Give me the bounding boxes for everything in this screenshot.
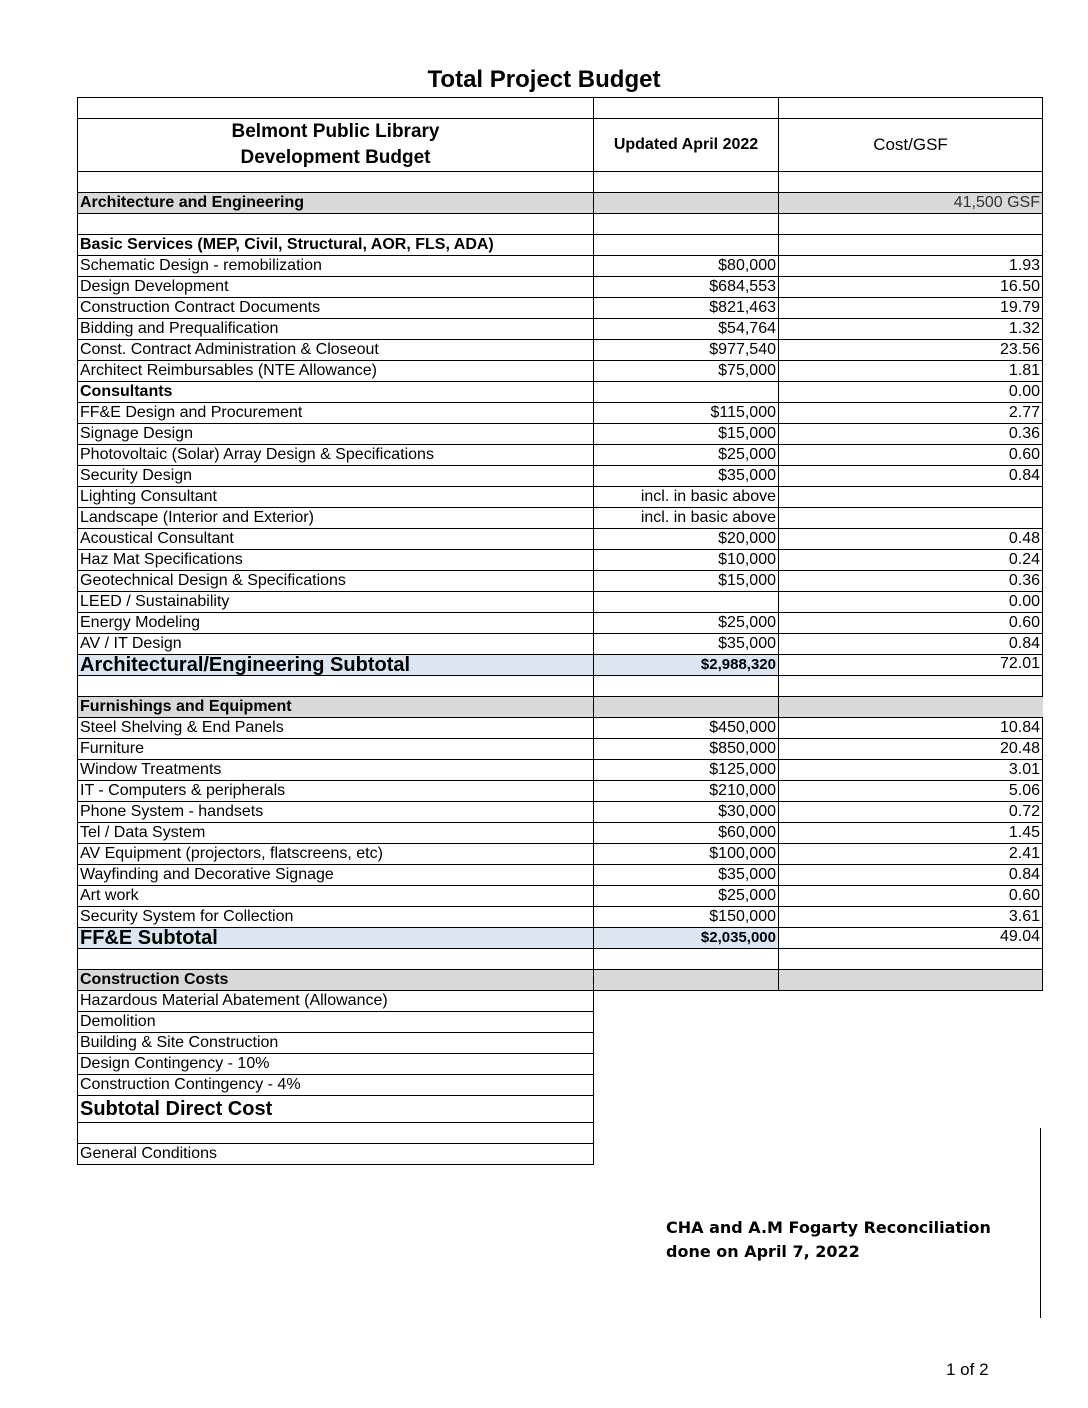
line-item-cost-gsf: 0.84 bbox=[779, 865, 1043, 886]
project-title-line-1: Belmont Public Library bbox=[231, 121, 440, 142]
blank-cell bbox=[594, 214, 779, 235]
line-item-label: AV / IT Design bbox=[78, 634, 594, 655]
subhead-row bbox=[78, 235, 1043, 256]
line-item-cost-gsf: 0.60 bbox=[779, 445, 1043, 466]
line-item-cost-gsf: 23.56 bbox=[779, 340, 1043, 361]
line-item-cost: $54,764 bbox=[594, 319, 779, 340]
line-item-cost-gsf: 2.41 bbox=[779, 844, 1043, 865]
line-item-cost: $35,000 bbox=[594, 865, 779, 886]
blank-cell bbox=[78, 214, 594, 235]
line-item-label: Acoustical Consultant bbox=[78, 529, 594, 550]
table-row bbox=[78, 466, 1043, 487]
spacer-row bbox=[78, 214, 1043, 235]
line-item-cost-gsf: 0.24 bbox=[779, 550, 1043, 571]
line-item-label: Demolition bbox=[78, 1012, 594, 1033]
line-item-cost: $850,000 bbox=[594, 739, 779, 760]
line-item-cost: $684,553 bbox=[594, 277, 779, 298]
blank-cell bbox=[779, 949, 1043, 970]
line-item-cost-gsf: 1.93 bbox=[779, 256, 1043, 277]
table-row bbox=[78, 277, 1043, 298]
column-header-updated: Updated April 2022 bbox=[594, 119, 779, 172]
line-item-cost: $80,000 bbox=[594, 256, 779, 277]
line-item-label: Tel / Data System bbox=[78, 823, 594, 844]
blank-cell bbox=[594, 949, 779, 970]
subtotal-cost: $2,035,000 bbox=[594, 928, 779, 949]
table-row bbox=[78, 781, 1043, 802]
column-header-cost-gsf: Cost/GSF bbox=[779, 119, 1043, 172]
line-item-cost-gsf: 16.50 bbox=[779, 277, 1043, 298]
line-item-cost-gsf bbox=[779, 508, 1043, 529]
table-row bbox=[78, 445, 1043, 466]
line-item-cost: $35,000 bbox=[594, 634, 779, 655]
line-item-label: Bidding and Prequalification bbox=[78, 319, 594, 340]
blank-cell bbox=[594, 172, 779, 193]
line-item-label: General Conditions bbox=[78, 1144, 594, 1165]
blank-cell bbox=[78, 172, 594, 193]
line-item-cost: $100,000 bbox=[594, 844, 779, 865]
line-item-cost: $30,000 bbox=[594, 802, 779, 823]
spacer-row bbox=[78, 949, 1043, 970]
line-item-cost: $210,000 bbox=[594, 781, 779, 802]
line-item-cost: $25,000 bbox=[594, 613, 779, 634]
table-row bbox=[78, 487, 1043, 508]
subtotal-label: FF&E Subtotal bbox=[78, 928, 594, 949]
line-item-label: Architect Reimbursables (NTE Allowance) bbox=[78, 361, 594, 382]
blank-cell bbox=[779, 172, 1043, 193]
subhead-label: Basic Services (MEP, Civil, Structural, AOR, FLS, ADA) bbox=[78, 235, 594, 256]
spacer-row bbox=[78, 172, 1043, 193]
line-item-cost: incl. in basic above bbox=[594, 508, 779, 529]
table-row bbox=[78, 802, 1043, 823]
table-row bbox=[78, 571, 1043, 592]
table-row bbox=[78, 907, 1043, 928]
blank-cell bbox=[779, 697, 1043, 718]
line-item-cost: $115,000 bbox=[594, 403, 779, 424]
line-item-label: Design Contingency - 10% bbox=[78, 1054, 594, 1075]
table-row bbox=[78, 739, 1043, 760]
blank-cell bbox=[78, 676, 594, 697]
line-item-label: Design Development bbox=[78, 277, 594, 298]
line-item-cost: $450,000 bbox=[594, 718, 779, 739]
page-title: Total Project Budget bbox=[427, 66, 661, 93]
line-item-label: Landscape (Interior and Exterior) bbox=[78, 508, 594, 529]
blank-cell bbox=[779, 235, 1043, 256]
table-row bbox=[78, 529, 1043, 550]
line-item-label: Construction Contract Documents bbox=[78, 298, 594, 319]
line-item-cost: $60,000 bbox=[594, 823, 779, 844]
spacer-row bbox=[78, 676, 1043, 697]
table-row bbox=[78, 634, 1043, 655]
line-item-cost: $15,000 bbox=[594, 424, 779, 445]
line-item-label: Energy Modeling bbox=[78, 613, 594, 634]
line-item-cost-gsf: 0.60 bbox=[779, 886, 1043, 907]
subhead-label: Consultants bbox=[78, 382, 594, 403]
table-row bbox=[78, 760, 1043, 781]
table-row bbox=[78, 508, 1043, 529]
line-item-cost-gsf bbox=[779, 487, 1043, 508]
line-item-cost: $15,000 bbox=[594, 571, 779, 592]
line-item-cost: incl. in basic above bbox=[594, 487, 779, 508]
blank-cell bbox=[779, 214, 1043, 235]
blank-cell bbox=[594, 676, 779, 697]
table-row bbox=[78, 886, 1043, 907]
line-item-cost: $150,000 bbox=[594, 907, 779, 928]
subtotal-label: Subtotal Direct Cost bbox=[78, 1096, 594, 1123]
table-row bbox=[78, 256, 1043, 277]
subhead-cost-gsf: 0.00 bbox=[779, 382, 1043, 403]
line-item-cost-gsf: 0.60 bbox=[779, 613, 1043, 634]
line-item-cost: $125,000 bbox=[594, 760, 779, 781]
line-item-label: Haz Mat Specifications bbox=[78, 550, 594, 571]
line-item-cost: $821,463 bbox=[594, 298, 779, 319]
blank-cell bbox=[78, 98, 594, 119]
section-row bbox=[78, 697, 1043, 718]
note-area bbox=[594, 991, 1043, 1165]
line-item-label: Window Treatments bbox=[78, 760, 594, 781]
blank-cell bbox=[594, 235, 779, 256]
table-row bbox=[78, 298, 1043, 319]
section-row bbox=[78, 970, 1043, 991]
blank-cell bbox=[594, 382, 779, 403]
table-row bbox=[78, 823, 1043, 844]
line-item-label: LEED / Sustainability bbox=[78, 592, 594, 613]
line-item-cost: $35,000 bbox=[594, 466, 779, 487]
line-item-label: Photovoltaic (Solar) Array Design & Specifications bbox=[78, 445, 594, 466]
subtotal-cost-gsf: 49.04 bbox=[779, 928, 1043, 949]
blank-cell bbox=[779, 676, 1043, 697]
line-item-cost-gsf: 10.84 bbox=[779, 718, 1043, 739]
line-item-cost-gsf: 1.32 bbox=[779, 319, 1043, 340]
table-row bbox=[78, 718, 1043, 739]
page-number: 1 of 2 bbox=[946, 1360, 989, 1379]
line-item-label: Security Design bbox=[78, 466, 594, 487]
header-row bbox=[78, 119, 1043, 172]
table-row bbox=[78, 361, 1043, 382]
line-item-cost: $25,000 bbox=[594, 886, 779, 907]
table-row bbox=[78, 340, 1043, 361]
line-item-cost-gsf: 0.84 bbox=[779, 466, 1043, 487]
line-item-label: AV Equipment (projectors, flatscreens, etc) bbox=[78, 844, 594, 865]
reconciliation-note bbox=[666, 1216, 991, 1264]
subtotal-row bbox=[78, 928, 1043, 949]
blank-cell bbox=[779, 970, 1043, 991]
line-item-cost-gsf: 0.84 bbox=[779, 634, 1043, 655]
line-item-label: FF&E Design and Procurement bbox=[78, 403, 594, 424]
section-title: Furnishings and Equipment bbox=[78, 697, 594, 718]
line-item-cost: $20,000 bbox=[594, 529, 779, 550]
section-row bbox=[78, 193, 1043, 214]
blank-cell bbox=[594, 697, 779, 718]
subtotal-row bbox=[78, 655, 1043, 676]
table-row bbox=[78, 403, 1043, 424]
line-item-label: Phone System - handsets bbox=[78, 802, 594, 823]
table-row bbox=[78, 844, 1043, 865]
line-item-cost-gsf: 0.72 bbox=[779, 802, 1043, 823]
table-row bbox=[78, 613, 1043, 634]
blank-cell bbox=[594, 98, 779, 119]
line-item-cost-gsf: 0.36 bbox=[779, 571, 1043, 592]
table-row bbox=[78, 424, 1043, 445]
line-item-label: Hazardous Material Abatement (Allowance) bbox=[78, 991, 594, 1012]
line-item-label: Wayfinding and Decorative Signage bbox=[78, 865, 594, 886]
line-item-label: Security System for Collection bbox=[78, 907, 594, 928]
table-right-border bbox=[1040, 1128, 1041, 1318]
note-line-1: CHA and A.M Fogarty Reconciliation bbox=[666, 1218, 991, 1237]
blank-cell bbox=[594, 193, 779, 214]
subtotal-label: Architectural/Engineering Subtotal bbox=[78, 655, 594, 676]
subtotal-cost-gsf: 72.01 bbox=[779, 655, 1043, 676]
table-row bbox=[78, 865, 1043, 886]
line-item-cost: $75,000 bbox=[594, 361, 779, 382]
section-title: Construction Costs bbox=[78, 970, 594, 991]
line-item-cost: $977,540 bbox=[594, 340, 779, 361]
line-item-cost-gsf: 20.48 bbox=[779, 739, 1043, 760]
line-item-cost-gsf: 0.00 bbox=[779, 592, 1043, 613]
blank-cell bbox=[78, 949, 594, 970]
line-item-cost-gsf: 1.81 bbox=[779, 361, 1043, 382]
line-item-label: Art work bbox=[78, 886, 594, 907]
line-item-label: Building & Site Construction bbox=[78, 1033, 594, 1054]
line-item-label: Signage Design bbox=[78, 424, 594, 445]
line-item-label: Lighting Consultant bbox=[78, 487, 594, 508]
line-item-cost-gsf: 1.45 bbox=[779, 823, 1043, 844]
line-item-cost-gsf: 0.48 bbox=[779, 529, 1043, 550]
line-item-label: Steel Shelving & End Panels bbox=[78, 718, 594, 739]
subhead-row bbox=[78, 382, 1043, 403]
line-item-label: Const. Contract Administration & Closeout bbox=[78, 340, 594, 361]
line-item-label: Schematic Design - remobilization bbox=[78, 256, 594, 277]
project-title-cell bbox=[78, 119, 594, 172]
table-row bbox=[78, 550, 1043, 571]
header-blank-row bbox=[78, 98, 1043, 119]
gsf-total: 41,500 GSF bbox=[779, 193, 1043, 214]
line-item-label: Geotechnical Design & Specifications bbox=[78, 571, 594, 592]
line-item-cost-gsf: 2.77 bbox=[779, 403, 1043, 424]
line-item-cost-gsf: 5.06 bbox=[779, 781, 1043, 802]
note-line-2: done on April 7, 2022 bbox=[666, 1242, 860, 1261]
line-item-label: Construction Contingency - 4% bbox=[78, 1075, 594, 1096]
table-row bbox=[78, 319, 1043, 340]
budget-table bbox=[77, 97, 1043, 1165]
section-title: Architecture and Engineering bbox=[78, 193, 594, 214]
line-item-label: IT - Computers & peripherals bbox=[78, 781, 594, 802]
line-item-cost-gsf: 3.61 bbox=[779, 907, 1043, 928]
line-item-cost: $25,000 bbox=[594, 445, 779, 466]
line-item-cost-gsf: 0.36 bbox=[779, 424, 1043, 445]
line-item-cost-gsf: 19.79 bbox=[779, 298, 1043, 319]
line-item-cost-gsf: 3.01 bbox=[779, 760, 1043, 781]
subtotal-cost: $2,988,320 bbox=[594, 655, 779, 676]
budget-table-body bbox=[78, 98, 1043, 1165]
table-row bbox=[78, 991, 1043, 1012]
line-item-cost bbox=[594, 592, 779, 613]
blank-cell bbox=[779, 98, 1043, 119]
blank-cell bbox=[594, 970, 779, 991]
line-item-label: Furniture bbox=[78, 739, 594, 760]
project-title-line-2: Development Budget bbox=[240, 147, 431, 168]
table-row bbox=[78, 592, 1043, 613]
line-item-cost: $10,000 bbox=[594, 550, 779, 571]
blank-cell bbox=[78, 1123, 594, 1144]
